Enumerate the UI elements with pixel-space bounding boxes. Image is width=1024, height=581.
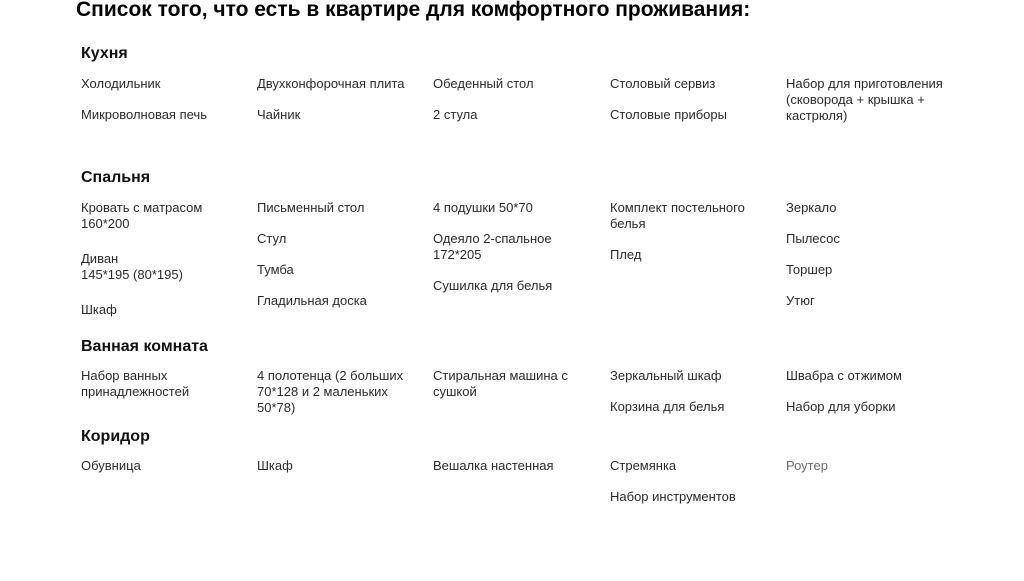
list-item: Пылесос — [786, 231, 840, 246]
hallway-column-3 — [433, 458, 603, 474]
list-item: Зеркало — [786, 200, 837, 215]
list-item: Стул — [257, 231, 287, 246]
list-item: Холодильник — [81, 76, 161, 91]
list-item: Одеяло 2-спальное 172*205 — [433, 231, 552, 262]
list-item: Столовый сервиз — [610, 76, 716, 91]
list-item: Роутер — [786, 458, 828, 473]
bedroom-column-5 — [786, 200, 956, 309]
hallway-column-4 — [610, 458, 780, 505]
list-item: 2 стула — [433, 107, 478, 122]
kitchen-column-3 — [433, 76, 603, 123]
bathroom-column-1 — [81, 368, 251, 400]
list-item: Швабра с отжимом — [786, 368, 902, 383]
list-item: 4 полотенца (2 больших 70*128 и 2 маленьких 50*78) — [257, 368, 404, 415]
bedroom-column-1 — [81, 200, 251, 318]
list-item: Письменный стол — [257, 200, 365, 215]
list-item: Набор для приготовления (сковорода + крышка + кастрюля) — [786, 76, 943, 123]
bathroom-column-2 — [257, 368, 427, 416]
section-heading-bathroom: Ванная комната — [81, 338, 208, 355]
list-item: Набор инструментов — [610, 489, 736, 504]
bathroom-column-5 — [786, 368, 956, 415]
section-heading-hallway: Коридор — [81, 428, 150, 445]
list-item: Зеркальный шкаф — [610, 368, 722, 383]
list-item: Столовые приборы — [610, 107, 727, 122]
list-item: Комплект постельного белья — [610, 200, 745, 231]
section-heading-bedroom: Спальня — [81, 169, 151, 186]
list-item: Торшер — [786, 262, 833, 277]
list-item: Тумба — [257, 262, 294, 277]
list-item: Стремянка — [610, 458, 677, 473]
list-item: Корзина для белья — [610, 399, 725, 414]
bathroom-column-4 — [610, 368, 780, 415]
page-title: Список того, что есть в квартире для комфортного проживания: — [76, 0, 751, 21]
list-item: Плед — [610, 247, 642, 262]
list-item: Набор ванных принадлежностей — [81, 368, 190, 399]
list-item: Сушилка для белья — [433, 278, 553, 293]
hallway-column-5 — [786, 458, 956, 474]
hallway-column-2 — [257, 458, 427, 474]
list-item: Кровать с матрасом 160*200 — [81, 200, 203, 231]
section-heading-kitchen: Кухня — [81, 45, 128, 62]
list-item: Шкаф — [257, 458, 293, 473]
list-item: Вешалка настенная — [433, 458, 554, 473]
bedroom-column-2 — [257, 200, 427, 309]
list-item: Микроволновая печь — [81, 107, 207, 122]
hallway-column-1 — [81, 458, 251, 474]
bedroom-column-4 — [610, 200, 780, 263]
kitchen-column-2 — [257, 76, 427, 123]
list-item: Диван 145*195 (80*195) — [81, 251, 183, 282]
list-item: Чайник — [257, 107, 301, 122]
list-item: Двухконфорочная плита — [257, 76, 405, 91]
list-item: 4 подушки 50*70 — [433, 200, 533, 215]
list-item: Гладильная доска — [257, 293, 367, 308]
list-item: Стиральная машина с сушкой — [433, 368, 568, 399]
kitchen-column-4 — [610, 76, 780, 123]
bedroom-column-3 — [433, 200, 603, 294]
list-item: Утюг — [786, 293, 815, 308]
kitchen-column-5 — [786, 76, 956, 124]
list-item: Обеденный стол — [433, 76, 534, 91]
kitchen-column-1 — [81, 76, 251, 123]
bathroom-column-3 — [433, 368, 603, 400]
list-item: Обувница — [81, 458, 141, 473]
list-item: Шкаф — [81, 302, 117, 317]
list-item: Набор для уборки — [786, 399, 896, 414]
